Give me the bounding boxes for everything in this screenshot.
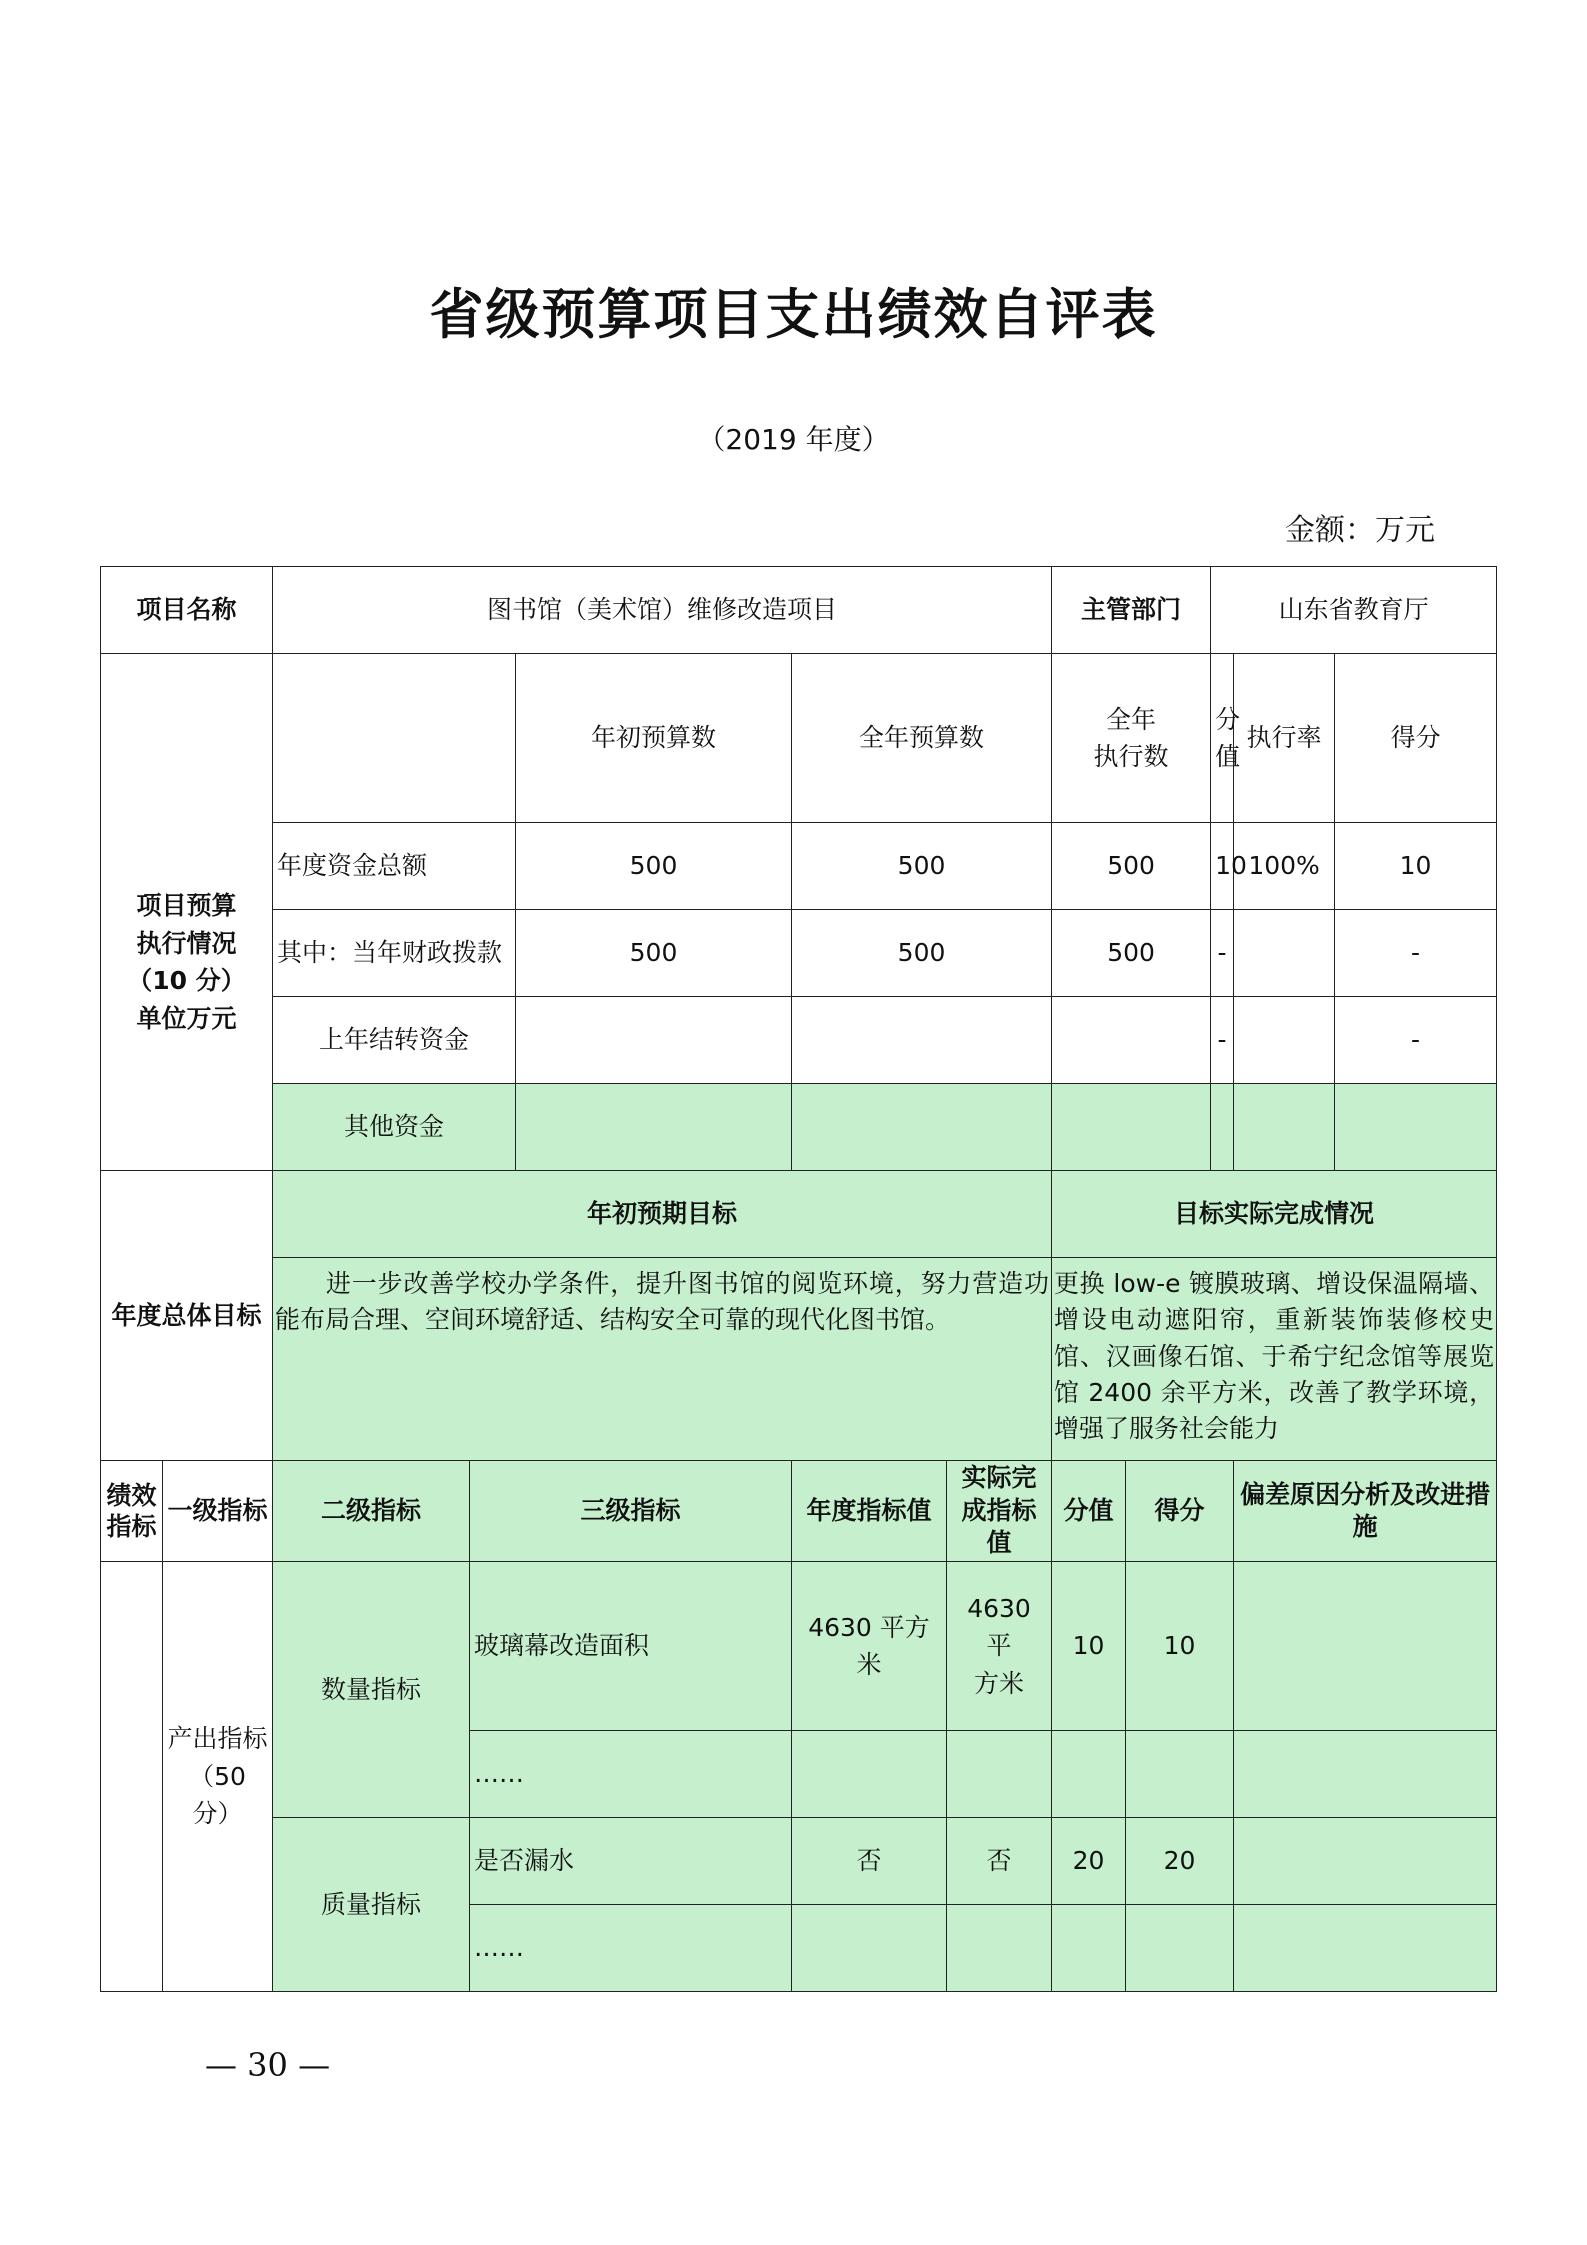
amount-unit: 金额：万元: [1285, 513, 1435, 548]
budget-score-value-cell: -: [1211, 997, 1234, 1084]
budget-score-cell: -: [1335, 910, 1497, 997]
budget-score-value-cell: [1211, 1084, 1234, 1171]
score-cell: 20: [1126, 1818, 1234, 1905]
budget-rate-cell: [1234, 910, 1335, 997]
header-level2: 二级指标: [273, 1461, 470, 1562]
annual-value-cell: [792, 1731, 947, 1818]
budget-full-year-cell: [792, 997, 1052, 1084]
budget-row-other: [101, 1084, 1497, 1171]
deviation-cell: [1234, 1731, 1497, 1818]
project-name-value: 图书馆（美术馆）维修改造项目: [273, 567, 1052, 654]
budget-full-year-cell: [792, 1084, 1052, 1171]
header-executed-line1: 全年: [1106, 704, 1157, 734]
actual-goal-text: 更换 low-e 镀膜玻璃、增设保温隔墙、增设电动遮阳帘，重新装饰装修校史馆、汉画像石馆、于希宁纪念馆等展览馆 2400 余平方米，改善了教学环境，增强了服务社会能力: [1052, 1258, 1497, 1461]
planned-goal-body: 进一步改善学校办学条件，提升图书馆的阅览环境，努力营造功能布局合理、空间环境舒适、结构安全可靠的现代化图书馆。: [275, 1269, 1050, 1335]
level3-cell: ……: [470, 1731, 792, 1818]
goals-content-row: [101, 1258, 1497, 1461]
budget-row-label-cell: 其中：当年财政拨款: [273, 910, 516, 997]
level3-cell: 玻璃幕改造面积: [470, 1562, 792, 1731]
budget-executed-cell: 500: [1052, 910, 1211, 997]
header-deviation: 偏差原因分析及改进措施: [1234, 1461, 1497, 1562]
score-cell: 10: [1126, 1562, 1234, 1731]
planned-goal-text: [273, 1258, 1052, 1461]
level1-cell: [163, 1562, 273, 1992]
budget-label-line: （10 分）: [127, 966, 246, 995]
evaluation-table: [100, 566, 1497, 1992]
actual-value-line2: 方米: [974, 1668, 1025, 1698]
score-value-cell: [1052, 1905, 1126, 1992]
budget-score-cell: [1335, 1084, 1497, 1171]
budget-initial-cell: 500: [516, 910, 792, 997]
dept-label: 主管部门: [1052, 567, 1211, 654]
project-name-label: 项目名称: [101, 567, 273, 654]
header-actual-value: 实际完成指标值: [947, 1461, 1052, 1562]
score-cell: [1126, 1905, 1234, 1992]
budget-initial-cell: 500: [516, 823, 792, 910]
deviation-cell: [1234, 1818, 1497, 1905]
header-indicator-score: 得分: [1126, 1461, 1234, 1562]
budget-executed-cell: [1052, 1084, 1211, 1171]
header-exec-rate: 执行率: [1234, 654, 1335, 823]
deviation-cell: [1234, 1562, 1497, 1731]
header-initial-budget: 年初预算数: [516, 654, 792, 823]
budget-initial-cell: [516, 1084, 792, 1171]
budget-row-fiscal: [101, 910, 1497, 997]
budget-blank-header: [273, 654, 516, 823]
level3-cell: ……: [470, 1905, 792, 1992]
header-executed-line2: 执行数: [1093, 742, 1169, 771]
budget-row-total: [101, 823, 1497, 910]
level2-cell: 质量指标: [273, 1818, 470, 1992]
budget-score-value-cell: -: [1211, 910, 1234, 997]
fiscal-year: （2019 年度）: [697, 423, 890, 456]
level2-cell: 数量指标: [273, 1562, 470, 1818]
header-score: 得分: [1335, 654, 1497, 823]
annual-value-cell: 4630 平方米: [792, 1562, 947, 1731]
header-level1: 一级指标: [163, 1461, 273, 1562]
budget-rate-cell: [1234, 997, 1335, 1084]
header-full-year-budget: 全年预算数: [792, 654, 1052, 823]
level1-score: （50 分）: [189, 1761, 246, 1829]
actual-value-cell: 否: [947, 1818, 1052, 1905]
actual-value-cell: [947, 1731, 1052, 1818]
header-indicator-score-value: 分值: [1052, 1461, 1126, 1562]
page-number: — 30 —: [205, 2046, 331, 2084]
score-value-cell: [1052, 1731, 1126, 1818]
budget-header-row: [101, 654, 1497, 823]
budget-row-label-cell: 其他资金: [273, 1084, 516, 1171]
score-cell: [1126, 1731, 1234, 1818]
budget-row-carryover: [101, 997, 1497, 1084]
indicator-row: [101, 1818, 1497, 1905]
actual-value-cell: [947, 1905, 1052, 1992]
actual-goal-header: 目标实际完成情况: [1052, 1171, 1497, 1258]
budget-label-line: 项目预算: [136, 891, 237, 920]
dept-value: 山东省教育厅: [1211, 567, 1497, 654]
page-title: 省级预算项目支出绩效自评表: [429, 282, 1158, 346]
header-annual-value: 年度指标值: [792, 1461, 947, 1562]
budget-label-line: 执行情况: [136, 928, 237, 958]
budget-row-label-cell: 上年结转资金: [273, 997, 516, 1084]
budget-score-cell: -: [1335, 997, 1497, 1084]
goals-header-row: [101, 1171, 1497, 1258]
budget-rate-cell: [1234, 1084, 1335, 1171]
budget-score-value-cell: 10: [1211, 823, 1234, 910]
header-score-value: 分值: [1211, 654, 1234, 823]
budget-executed-cell: [1052, 997, 1211, 1084]
goals-row-label: 年度总体目标: [101, 1171, 273, 1461]
budget-score-cell: 10: [1335, 823, 1497, 910]
actual-value-cell: [947, 1562, 1052, 1731]
score-value-cell: 20: [1052, 1818, 1126, 1905]
deviation-cell: [1234, 1905, 1497, 1992]
budget-full-year-cell: 500: [792, 910, 1052, 997]
budget-initial-cell: [516, 997, 792, 1084]
header-perf-indicator: 绩效指标: [101, 1461, 163, 1562]
level3-cell: 是否漏水: [470, 1818, 792, 1905]
planned-goal-header: 年初预期目标: [273, 1171, 1052, 1258]
header-level3: 三级指标: [470, 1461, 792, 1562]
budget-executed-cell: 500: [1052, 823, 1211, 910]
budget-full-year-cell: 500: [792, 823, 1052, 910]
header-executed: [1052, 654, 1211, 823]
indicator-header-row: [101, 1461, 1497, 1562]
annual-value-cell: [792, 1905, 947, 1992]
project-info-row: [101, 567, 1497, 654]
perf-indicator-blank: [101, 1562, 163, 1992]
actual-value-line1: 4630 平: [967, 1593, 1031, 1661]
annual-value-cell: 否: [792, 1818, 947, 1905]
budget-label-line: 单位万元: [136, 1003, 237, 1033]
indicator-row: [101, 1562, 1497, 1731]
budget-row-label-cell: 年度资金总额: [273, 823, 516, 910]
budget-row-label: [101, 654, 273, 1171]
budget-rate-cell: 100%: [1234, 823, 1335, 910]
score-value-cell: 10: [1052, 1562, 1126, 1731]
level1-name: 产出指标: [167, 1724, 268, 1754]
